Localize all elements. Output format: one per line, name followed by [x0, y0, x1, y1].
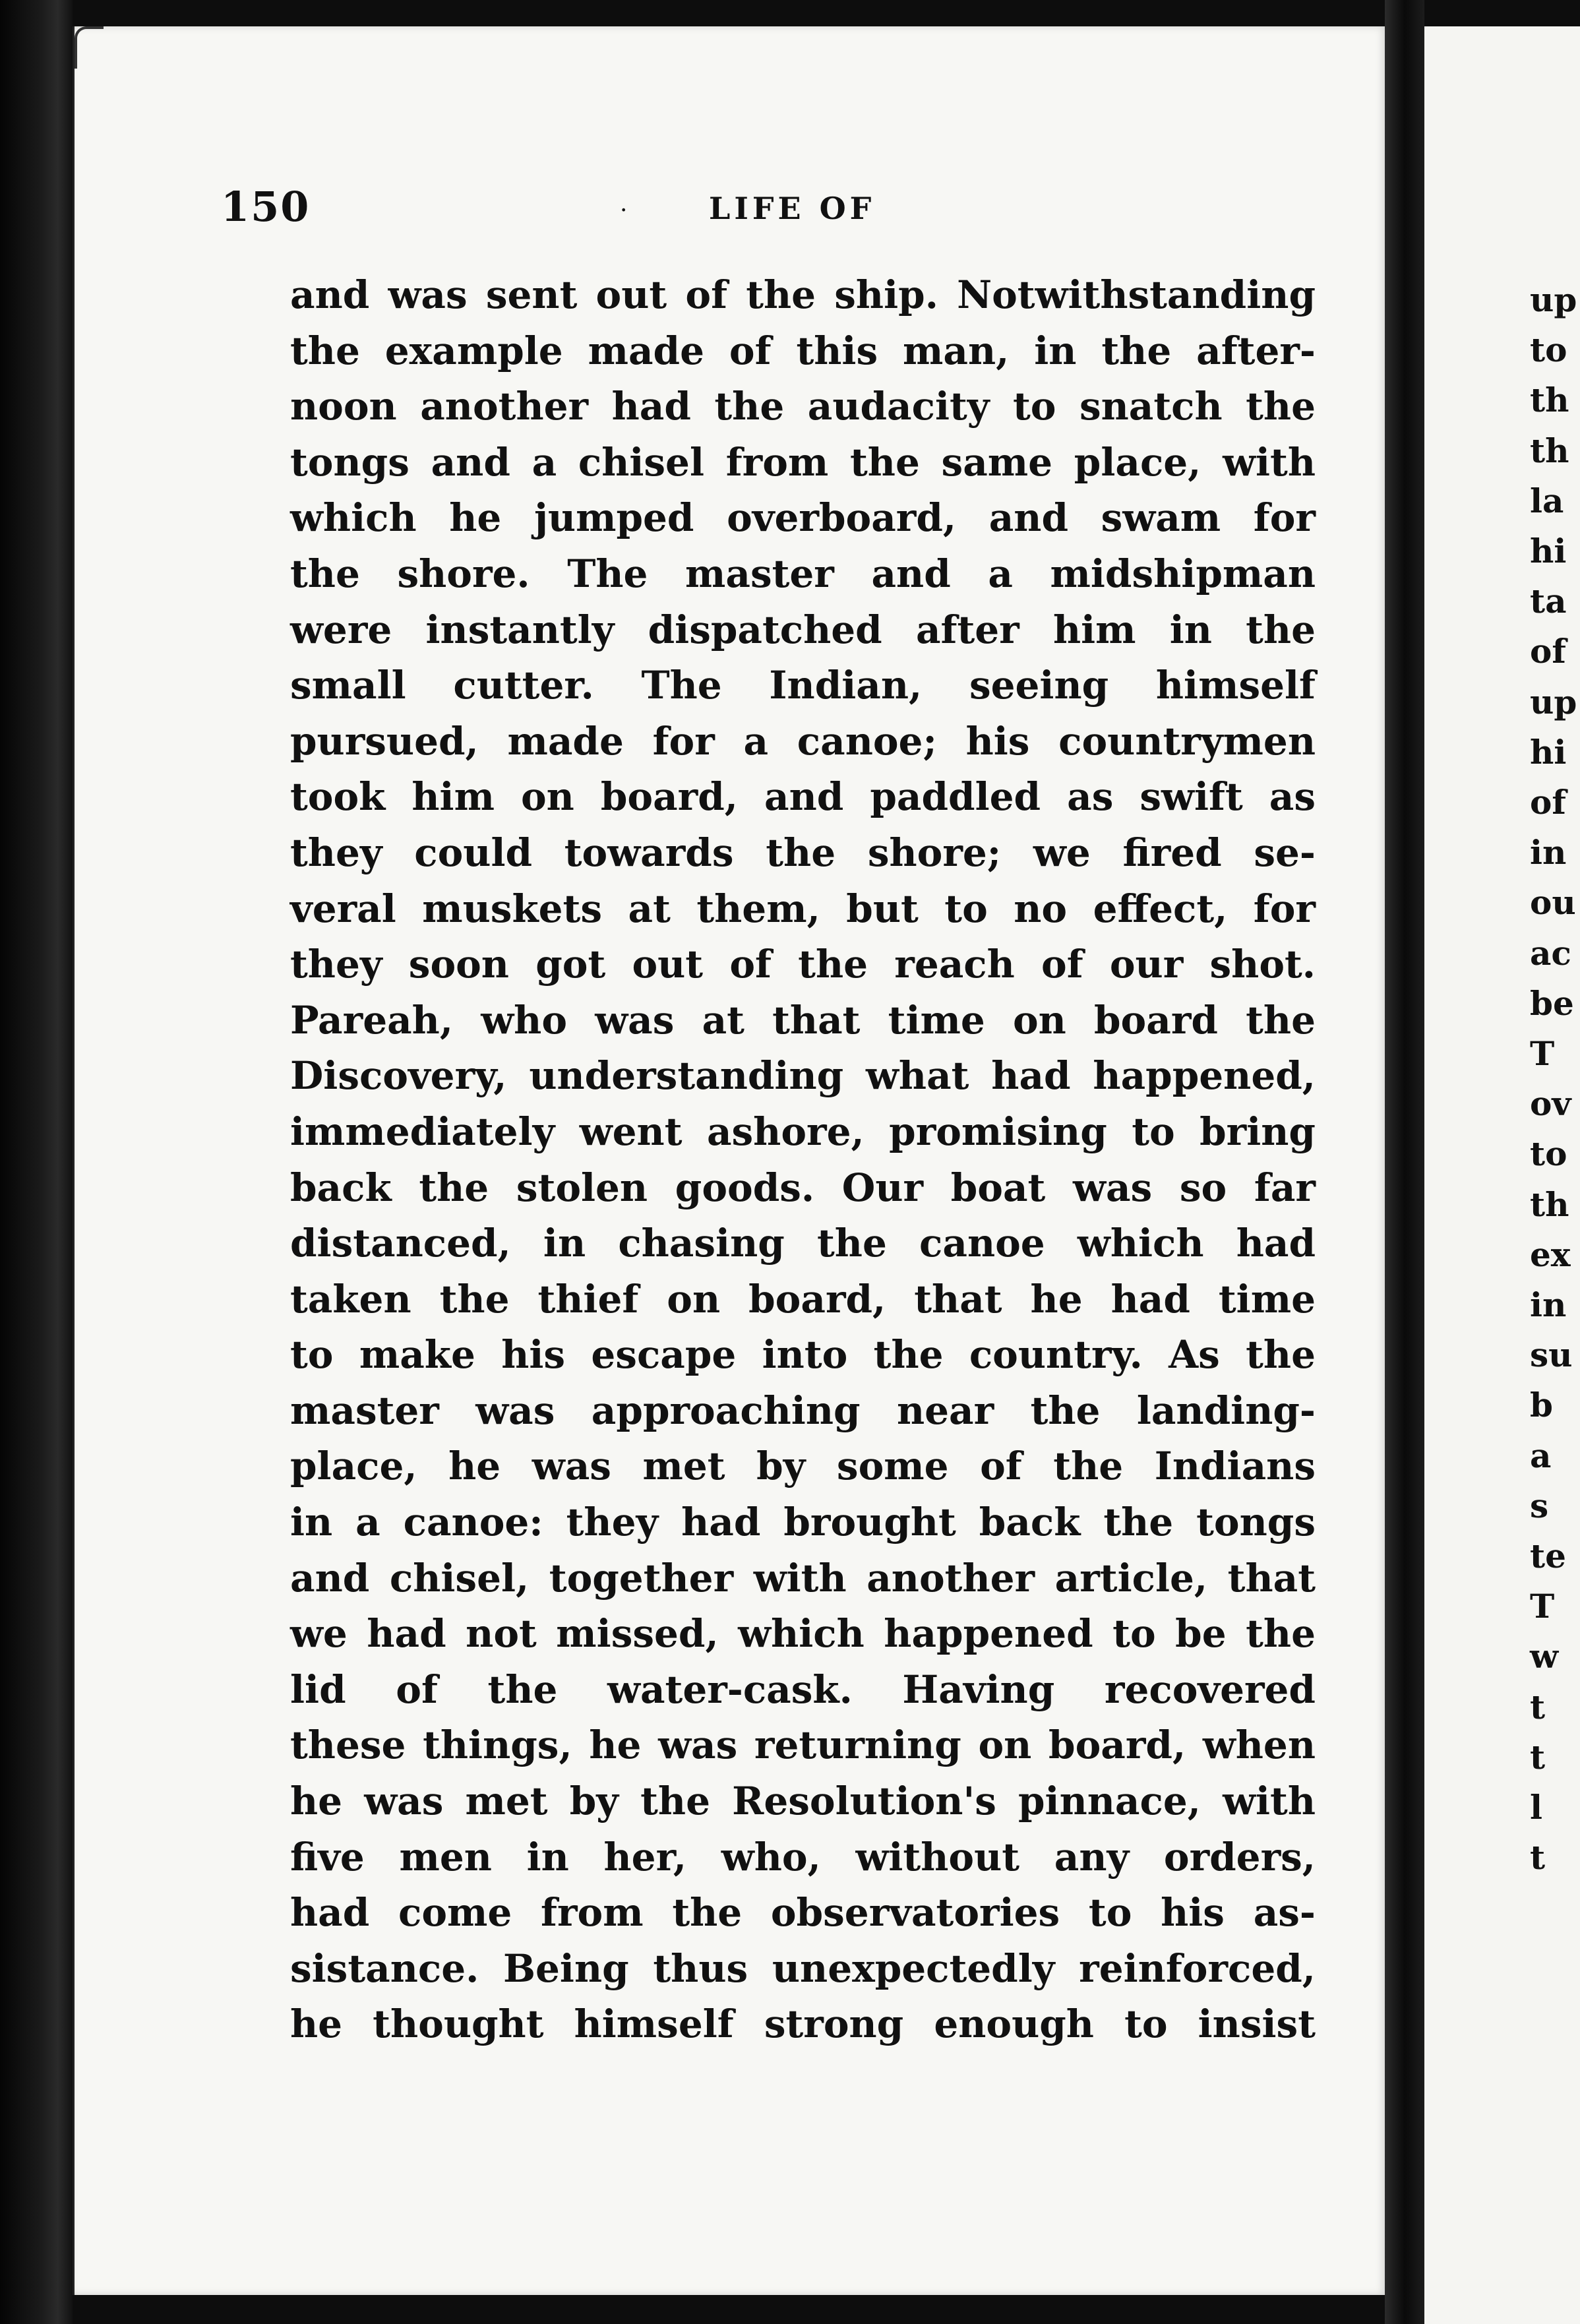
facing-page-line-fragment: in	[1530, 833, 1567, 872]
text-line: immediately went ashore, promising to bring	[290, 1109, 1316, 1154]
text-line: and was sent out of the ship. Notwithstanding	[290, 272, 1316, 317]
text-line: tongs and a chisel from the same place, with	[290, 439, 1316, 485]
body-text	[290, 267, 1316, 2052]
facing-page-line-fragment: T	[1530, 1034, 1555, 1073]
text-line: small cutter. The Indian, seeing himself	[290, 663, 1316, 708]
facing-page-line-fragment: to	[1530, 1134, 1567, 1174]
text-line: took him on board, and paddled as swift as	[290, 774, 1316, 820]
page-header	[221, 183, 1316, 242]
text-line: veral muskets at them, but to no effect, for	[290, 886, 1316, 931]
text-line: and chisel, together with another article, that	[290, 1555, 1316, 1601]
facing-page-line-fragment: t	[1530, 1838, 1546, 1878]
text-line: the shore. The master and a midshipman	[290, 551, 1316, 596]
text-line: they soon got out of the reach of our shot.	[290, 942, 1316, 987]
facing-page-line-fragment: be	[1530, 983, 1574, 1023]
facing-page-line-fragment: w	[1530, 1637, 1559, 1676]
text-line: which he jumped overboard, and swam for	[290, 495, 1316, 541]
text-line: taken the thief on board, that he had time	[290, 1276, 1316, 1322]
header-separator: ·	[620, 197, 628, 224]
text-line: they could towards the shore; we fired se-	[290, 830, 1316, 875]
facing-page-line-fragment: of	[1530, 783, 1566, 822]
text-line: to make his escape into the country. As the	[290, 1332, 1316, 1378]
facing-page-line-fragment: hi	[1530, 532, 1567, 570]
book-gutter	[1385, 0, 1424, 2324]
text-line: five men in her, who, without any orders,	[290, 1834, 1316, 1880]
text-line: had come from the observatories to his as-	[290, 1890, 1316, 1936]
text-line: in a canoe: they had brought back the tongs	[290, 1500, 1316, 1545]
facing-page-line-fragment: up	[1530, 280, 1577, 319]
text-line: pursued, made for a canoe; his countrymen	[290, 718, 1316, 764]
facing-page-line-fragment: ta	[1530, 582, 1567, 621]
facing-page-line-fragment: ac	[1530, 933, 1571, 973]
facing-page-line-fragment: hi	[1530, 732, 1567, 772]
binding-edge	[0, 0, 73, 2324]
text-line: were instantly dispatched after him in the	[290, 607, 1316, 652]
text-line: distanced, in chasing the canoe which had	[290, 1221, 1316, 1266]
facing-page-line-fragment: th	[1530, 1184, 1569, 1224]
text-line: we had not missed, which happened to be the	[290, 1611, 1316, 1657]
facing-page-line-fragment: ov	[1530, 1084, 1571, 1124]
text-line: back the stolen goods. Our boat was so far	[290, 1165, 1316, 1210]
facing-page-line-fragment: th	[1530, 431, 1569, 470]
facing-page-line-fragment: t	[1530, 1737, 1546, 1777]
running-head: LIFE OF	[709, 191, 876, 226]
text-line: sistance. Being thus unexpectedly reinforced,	[290, 1945, 1316, 1991]
text-line: he was met by the Resolution's pinnace, with	[290, 1779, 1316, 1824]
text-line: the example made of this man, in the after-	[290, 328, 1316, 373]
facing-page-line-fragment: l	[1530, 1788, 1542, 1827]
text-line: he thought himself strong enough to insist	[290, 2002, 1316, 2047]
page-number: 150	[221, 183, 311, 231]
facing-page-line-fragment: to	[1530, 330, 1567, 370]
facing-page-line-fragment: th	[1530, 381, 1569, 420]
text-line: noon another had the audacity to snatch the	[290, 384, 1316, 429]
facing-page-line-fragment: t	[1530, 1687, 1546, 1727]
facing-page-line-fragment: te	[1530, 1537, 1566, 1575]
facing-page-line-fragment: T	[1530, 1587, 1555, 1626]
text-line: master was approaching near the landing-	[290, 1388, 1316, 1433]
facing-page-line-fragment: b	[1530, 1386, 1553, 1425]
facing-page-line-fragment: of	[1530, 632, 1566, 671]
facing-page-line-fragment: ex	[1530, 1235, 1571, 1274]
facing-page	[1424, 26, 1580, 2324]
facing-page-line-fragment: a	[1530, 1436, 1552, 1475]
text-line: Discovery, understanding what had happened,	[290, 1053, 1316, 1099]
facing-page-line-fragment: up	[1530, 682, 1577, 721]
text-line: Pareah, who was at that time on board the	[290, 997, 1316, 1043]
facing-page-line-fragment: la	[1530, 481, 1564, 520]
facing-page-line-fragment: s	[1530, 1486, 1549, 1525]
text-line: place, he was met by some of the Indians	[290, 1444, 1316, 1489]
facing-page-line-fragment: in	[1530, 1285, 1567, 1324]
facing-page-line-fragment: ou	[1530, 883, 1576, 923]
page-corner-fold	[75, 26, 104, 69]
text-line: lid of the water-cask. Having recovered	[290, 1667, 1316, 1712]
facing-page-line-fragment: su	[1530, 1335, 1573, 1375]
text-line: these things, he was returning on board, when	[290, 1723, 1316, 1768]
